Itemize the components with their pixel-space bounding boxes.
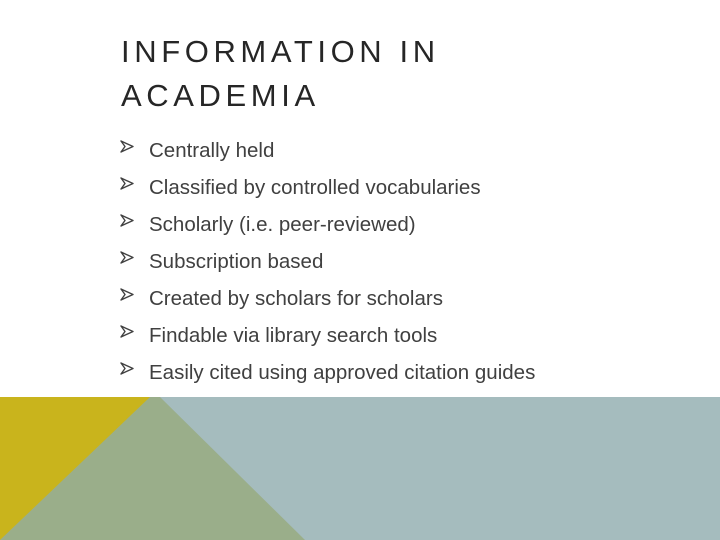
arrow-bullet-icon <box>120 176 135 191</box>
bullet-text: Easily cited using approved citation guides <box>149 361 536 384</box>
bullet-text: Subscription based <box>149 250 324 273</box>
bullet-item <box>120 358 600 386</box>
bullet-text: Created by scholars for scholars <box>149 287 443 310</box>
title-line-2: ACADEMIA <box>121 78 320 113</box>
arrow-bullet-icon <box>120 324 135 339</box>
arrow-bullet-icon <box>120 139 135 154</box>
arrow-bullet-icon <box>120 250 135 265</box>
bullet-item <box>120 247 600 284</box>
bullet-text: Scholarly (i.e. peer-reviewed) <box>149 213 416 236</box>
bullet-item <box>120 136 600 173</box>
arrow-bullet-icon <box>120 361 135 376</box>
title-line-1: INFORMATION IN <box>121 34 440 69</box>
bullet-item <box>120 210 600 247</box>
bullet-item <box>120 284 600 321</box>
bullet-item <box>120 173 600 210</box>
bullet-list <box>120 136 600 386</box>
bullet-text: Classified by controlled vocabularies <box>149 176 481 199</box>
slide-title <box>121 30 681 118</box>
bullet-item <box>120 321 600 358</box>
arrow-bullet-icon <box>120 213 135 228</box>
arrow-bullet-icon <box>120 287 135 302</box>
bullet-text: Findable via library search tools <box>149 324 438 347</box>
bullet-text: Centrally held <box>149 139 275 162</box>
